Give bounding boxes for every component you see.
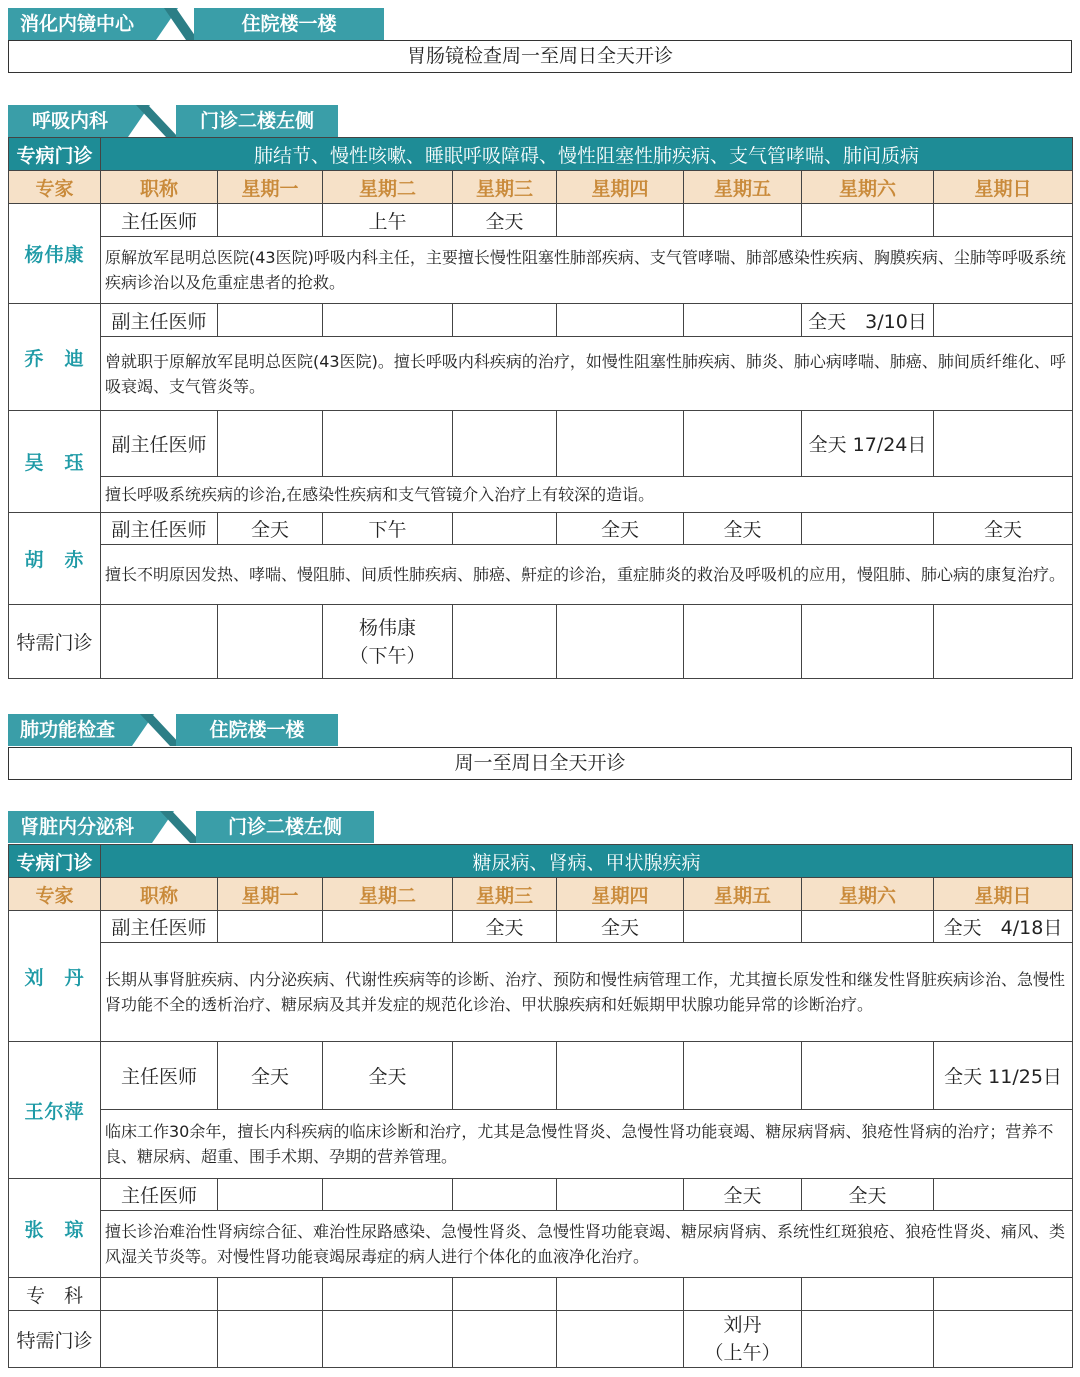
section3-tab-dept: 肺功能检查 bbox=[8, 714, 132, 746]
day-cell: 全天 bbox=[684, 1179, 802, 1211]
day-cell bbox=[453, 1042, 557, 1110]
day-cell: 全天 bbox=[218, 1042, 323, 1110]
special-doctor-time: （下午） bbox=[349, 644, 426, 667]
day-cell bbox=[453, 513, 557, 545]
section1-tab-dept: 消化内镜中心 bbox=[8, 8, 156, 40]
day-cell: 全天 3/10日 bbox=[802, 304, 934, 337]
header-cell: 专家 bbox=[9, 171, 101, 204]
doctor-schedule-row bbox=[9, 1042, 1073, 1110]
day-cell bbox=[323, 1311, 453, 1368]
day-cell bbox=[934, 204, 1073, 237]
doctor-schedule-row bbox=[9, 204, 1073, 237]
special-doctor-time: （上午） bbox=[704, 1342, 781, 1364]
day-cell bbox=[557, 204, 684, 237]
section4-tab-location: 门诊二楼左侧 bbox=[196, 811, 374, 843]
day-cell bbox=[453, 304, 557, 337]
doctor-schedule-row bbox=[9, 411, 1073, 477]
header-cell: 星期一 bbox=[218, 878, 323, 911]
day-cell bbox=[453, 1179, 557, 1211]
section2-tab-location: 门诊二楼左侧 bbox=[176, 105, 338, 137]
day-cell bbox=[684, 204, 802, 237]
day-cell bbox=[802, 1042, 934, 1110]
section3-tab-location: 住院楼一楼 bbox=[176, 714, 338, 746]
day-cell bbox=[684, 304, 802, 337]
doctor-name: 刘 丹 bbox=[9, 911, 101, 1042]
section1-tab-location: 住院楼一楼 bbox=[194, 8, 384, 40]
day-cell bbox=[934, 1278, 1073, 1311]
header-cell: 星期日 bbox=[934, 171, 1073, 204]
header-row bbox=[9, 878, 1073, 911]
day-cell bbox=[934, 1311, 1073, 1368]
day-cell bbox=[557, 304, 684, 337]
header-cell: 专家 bbox=[9, 878, 101, 911]
doctor-name: 吴 珏 bbox=[9, 411, 101, 513]
section1-notice: 胃肠镜检查周一至周日全天开诊 bbox=[8, 40, 1072, 73]
section2-schedule-table bbox=[8, 137, 1073, 679]
special-doctor-name: 刘丹 bbox=[723, 1314, 762, 1336]
slash-divider-icon bbox=[154, 811, 194, 843]
specialty-row bbox=[9, 1278, 1073, 1311]
day-cell bbox=[323, 911, 453, 943]
header-cell: 星期一 bbox=[218, 171, 323, 204]
day-cell: 全天 bbox=[453, 204, 557, 237]
day-cell bbox=[557, 1278, 684, 1311]
day-cell bbox=[802, 1311, 934, 1368]
day-cell: 全天 bbox=[323, 1042, 453, 1110]
header-cell: 星期四 bbox=[557, 878, 684, 911]
day-cell: 全天 11/25日 bbox=[934, 1042, 1073, 1110]
special-clinic-label: 特需门诊 bbox=[9, 605, 101, 679]
day-cell bbox=[101, 1278, 218, 1311]
day-cell bbox=[453, 1278, 557, 1311]
doctor-title: 副主任医师 bbox=[101, 304, 218, 337]
doctor-title: 副主任医师 bbox=[101, 911, 218, 943]
doctor-description: 擅长呼吸系统疾病的诊治,在感染性疾病和支气管镜介入治疗上有较深的造诣。 bbox=[101, 477, 1073, 513]
topic-text: 肺结节、慢性咳嗽、睡眠呼吸障碍、慢性阻塞性肺疾病、支气管哮喘、肺间质病 bbox=[101, 138, 1073, 171]
day-cell bbox=[453, 411, 557, 477]
special-clinic-friday bbox=[684, 1311, 802, 1368]
day-cell bbox=[684, 911, 802, 943]
doctor-title: 副主任医师 bbox=[101, 513, 218, 545]
section3-notice: 周一至周日全天开诊 bbox=[8, 747, 1072, 780]
day-cell bbox=[557, 1179, 684, 1211]
doctor-name: 张 琼 bbox=[9, 1179, 101, 1278]
special-clinic-row bbox=[9, 1311, 1073, 1368]
header-cell: 星期二 bbox=[323, 878, 453, 911]
day-cell bbox=[218, 411, 323, 477]
header-cell: 星期五 bbox=[684, 878, 802, 911]
slash-divider-icon bbox=[130, 105, 170, 137]
header-cell: 职称 bbox=[101, 171, 218, 204]
doctor-title: 主任医师 bbox=[101, 1042, 218, 1110]
doctor-schedule-row bbox=[9, 513, 1073, 545]
day-cell: 全天 bbox=[218, 513, 323, 545]
day-cell bbox=[323, 304, 453, 337]
day-cell: 全天 bbox=[684, 513, 802, 545]
day-cell bbox=[802, 513, 934, 545]
day-cell: 全天 bbox=[557, 513, 684, 545]
doctor-description: 临床工作30余年，擅长内科疾病的临床诊断和治疗，尤其是急慢性肾炎、急慢性肾功能衰竭、糖尿病肾病、狼疮性肾病的治疗；营养不良、糖尿病、超重、围手术期、孕期的营养管理。 bbox=[101, 1110, 1073, 1179]
doctor-description: 原解放军昆明总医院(43医院)呼吸内科主任，主要擅长慢性阻塞性肺部疾病、支气管哮喘、肺部感染性疾病、胸膜疾病、尘肺等呼吸系统疾病诊治以及危重症患者的抢救。 bbox=[101, 237, 1073, 304]
doctor-name: 胡 赤 bbox=[9, 513, 101, 605]
day-cell: 全天 17/24日 bbox=[802, 411, 934, 477]
day-cell: 上午 bbox=[323, 204, 453, 237]
doctor-description: 擅长诊治难治性肾病综合征、难治性尿路感染、急慢性肾炎、急慢性肾功能衰竭、糖尿病肾病、系统性红斑狼疮、狼疮性肾炎、痛风、类风湿关节炎等。对慢性肾功能衰竭尿毒症的病人进行个体化的血液净化治疗。 bbox=[101, 1211, 1073, 1278]
header-cell: 星期四 bbox=[557, 171, 684, 204]
day-cell bbox=[802, 1278, 934, 1311]
day-cell bbox=[684, 1042, 802, 1110]
day-cell: 全天 4/18日 bbox=[934, 911, 1073, 943]
header-cell: 星期六 bbox=[802, 171, 934, 204]
doctor-schedule-row bbox=[9, 304, 1073, 337]
day-cell bbox=[218, 1179, 323, 1211]
day-cell bbox=[802, 204, 934, 237]
section4-tab-dept: 肾脏内分泌科 bbox=[8, 811, 152, 843]
header-cell: 星期日 bbox=[934, 878, 1073, 911]
slash-divider-icon bbox=[134, 714, 174, 746]
day-cell bbox=[453, 1311, 557, 1368]
section4-schedule-table bbox=[8, 844, 1073, 1368]
slash-divider-icon bbox=[158, 8, 198, 40]
special-clinic-row bbox=[9, 605, 1073, 679]
section2-tab-dept: 呼吸内科 bbox=[8, 105, 128, 137]
header-cell: 星期六 bbox=[802, 878, 934, 911]
day-cell: 全天 bbox=[453, 911, 557, 943]
day-cell bbox=[218, 1311, 323, 1368]
doctor-name: 乔 迪 bbox=[9, 304, 101, 411]
header-cell: 星期三 bbox=[453, 171, 557, 204]
day-cell bbox=[453, 605, 557, 679]
doctor-schedule-row bbox=[9, 911, 1073, 943]
day-cell: 全天 bbox=[557, 911, 684, 943]
special-doctor-name: 杨伟康 bbox=[358, 616, 416, 639]
doctor-title: 主任医师 bbox=[101, 204, 218, 237]
day-cell bbox=[684, 411, 802, 477]
day-cell bbox=[684, 1278, 802, 1311]
day-cell bbox=[934, 605, 1073, 679]
day-cell bbox=[218, 204, 323, 237]
special-clinic-label: 特需门诊 bbox=[9, 1311, 101, 1368]
doctor-description: 擅长不明原因发热、哮喘、慢阻肺、间质性肺疾病、肺癌、鼾症的诊治，重症肺炎的救治及呼吸机的应用，慢阻肺、肺心病的康复治疗。 bbox=[101, 545, 1073, 605]
doctor-title: 副主任医师 bbox=[101, 411, 218, 477]
header-cell: 星期三 bbox=[453, 878, 557, 911]
day-cell bbox=[557, 605, 684, 679]
topic-text: 糖尿病、肾病、甲状腺疾病 bbox=[101, 845, 1073, 878]
day-cell bbox=[218, 911, 323, 943]
day-cell: 全天 bbox=[934, 513, 1073, 545]
header-cell: 星期五 bbox=[684, 171, 802, 204]
special-clinic-tuesday bbox=[323, 605, 453, 679]
day-cell bbox=[934, 411, 1073, 477]
day-cell bbox=[802, 605, 934, 679]
doctor-description: 曾就职于原解放军昆明总医院(43医院)。擅长呼吸内科疾病的治疗，如慢性阻塞性肺疾病、肺炎、肺心病哮喘、肺癌、肺间质纤维化、呼吸衰竭、支气管炎等。 bbox=[101, 337, 1073, 411]
day-cell bbox=[934, 1179, 1073, 1211]
topic-label: 专病门诊 bbox=[9, 845, 101, 878]
day-cell bbox=[101, 1311, 218, 1368]
day-cell bbox=[557, 411, 684, 477]
day-cell bbox=[934, 304, 1073, 337]
day-cell bbox=[101, 605, 218, 679]
day-cell bbox=[684, 605, 802, 679]
doctor-title: 主任医师 bbox=[101, 1179, 218, 1211]
specialty-label: 专 科 bbox=[9, 1278, 101, 1311]
day-cell bbox=[218, 605, 323, 679]
day-cell bbox=[323, 1278, 453, 1311]
day-cell bbox=[802, 911, 934, 943]
day-cell: 下午 bbox=[323, 513, 453, 545]
day-cell bbox=[218, 304, 323, 337]
day-cell bbox=[323, 411, 453, 477]
header-cell: 职称 bbox=[101, 878, 218, 911]
doctor-schedule-row bbox=[9, 1179, 1073, 1211]
doctor-description: 长期从事肾脏疾病、内分泌疾病、代谢性疾病等的诊断、治疗、预防和慢性病管理工作，尤其擅长原发性和继发性肾脏疾病诊治、急慢性肾功能不全的透析治疗、糖尿病及其并发症的规范化诊治、甲状腺疾病和妊娠期甲状腺功能异常的诊断治疗。 bbox=[101, 943, 1073, 1042]
header-cell: 星期二 bbox=[323, 171, 453, 204]
header-row bbox=[9, 171, 1073, 204]
day-cell: 全天 bbox=[802, 1179, 934, 1211]
doctor-name: 王尔萍 bbox=[9, 1042, 101, 1179]
day-cell bbox=[557, 1042, 684, 1110]
doctor-name: 杨伟康 bbox=[9, 204, 101, 304]
day-cell bbox=[557, 1311, 684, 1368]
topic-label: 专病门诊 bbox=[9, 138, 101, 171]
day-cell bbox=[323, 1179, 453, 1211]
day-cell bbox=[218, 1278, 323, 1311]
